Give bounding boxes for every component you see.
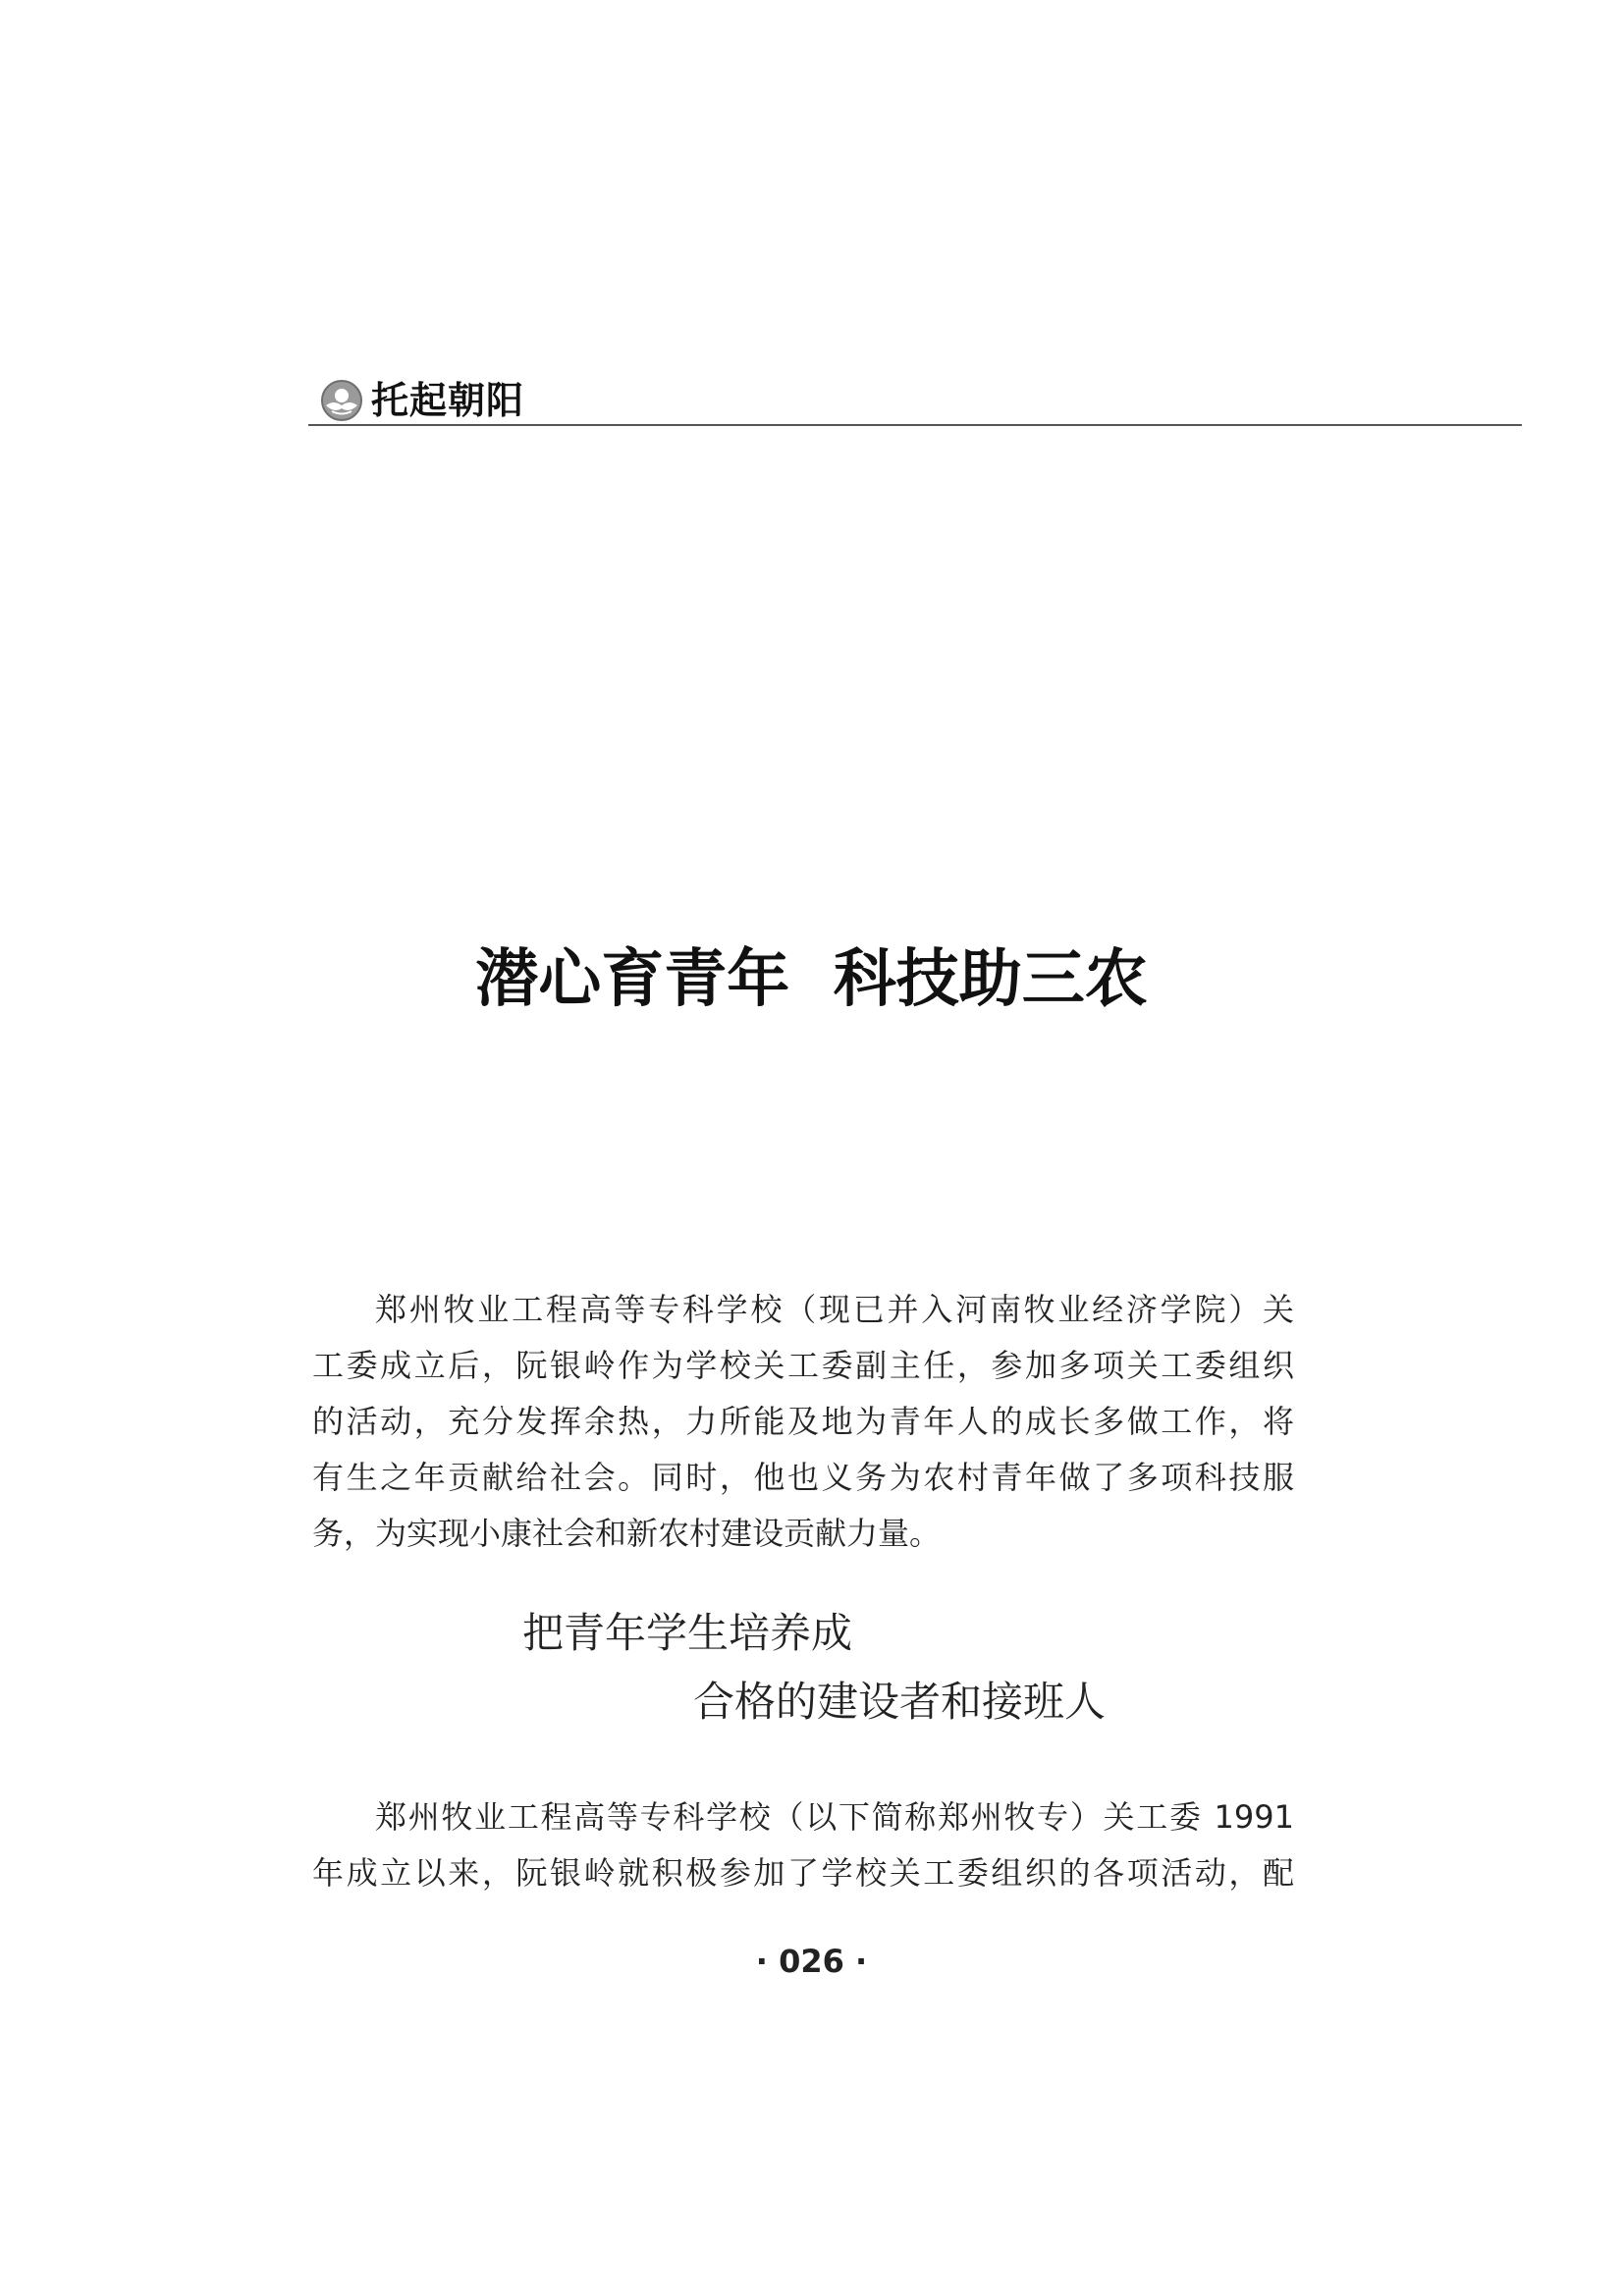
paragraph-line: 工委成立后，阮银岭作为学校关工委副主任，参加多项关工委组织	[312, 1347, 1294, 1384]
article-title: 潜心育青年 科技助三农	[475, 942, 1148, 1016]
paragraph-line: 郑州牧业工程高等专科学校（以下简称郑州牧专）关工委 1991	[375, 1798, 1294, 1836]
paragraph-line: 务，为实现小康社会和新农村建设贡献力量。	[312, 1515, 942, 1552]
subheading-line-2: 合格的建设者和接班人	[693, 1678, 1107, 1726]
paragraph-line: 的活动，充分发挥余热，力所能及地为青年人的成长多做工作，将	[312, 1403, 1294, 1440]
paragraph-line: 郑州牧业工程高等专科学校（现已并入河南牧业经济学院）关	[375, 1291, 1294, 1328]
header-divider	[308, 424, 1522, 426]
intro-paragraph	[312, 1282, 1294, 1562]
section-title: 托起朝阳	[371, 378, 525, 422]
subheading-line-1: 把青年学生培养成	[522, 1609, 853, 1657]
running-header	[308, 373, 1522, 428]
paragraph-line: 年成立以来，阮银岭就积极参加了学校关工委组织的各项活动，配	[312, 1854, 1294, 1892]
body-paragraph	[312, 1789, 1294, 1901]
sunrise-lotus-logo-icon	[320, 379, 363, 422]
page-number: · 026 ·	[755, 1943, 868, 1980]
paragraph-line: 有生之年贡献给社会。同时，他也义务为农村青年做了多项科技服	[312, 1459, 1294, 1496]
